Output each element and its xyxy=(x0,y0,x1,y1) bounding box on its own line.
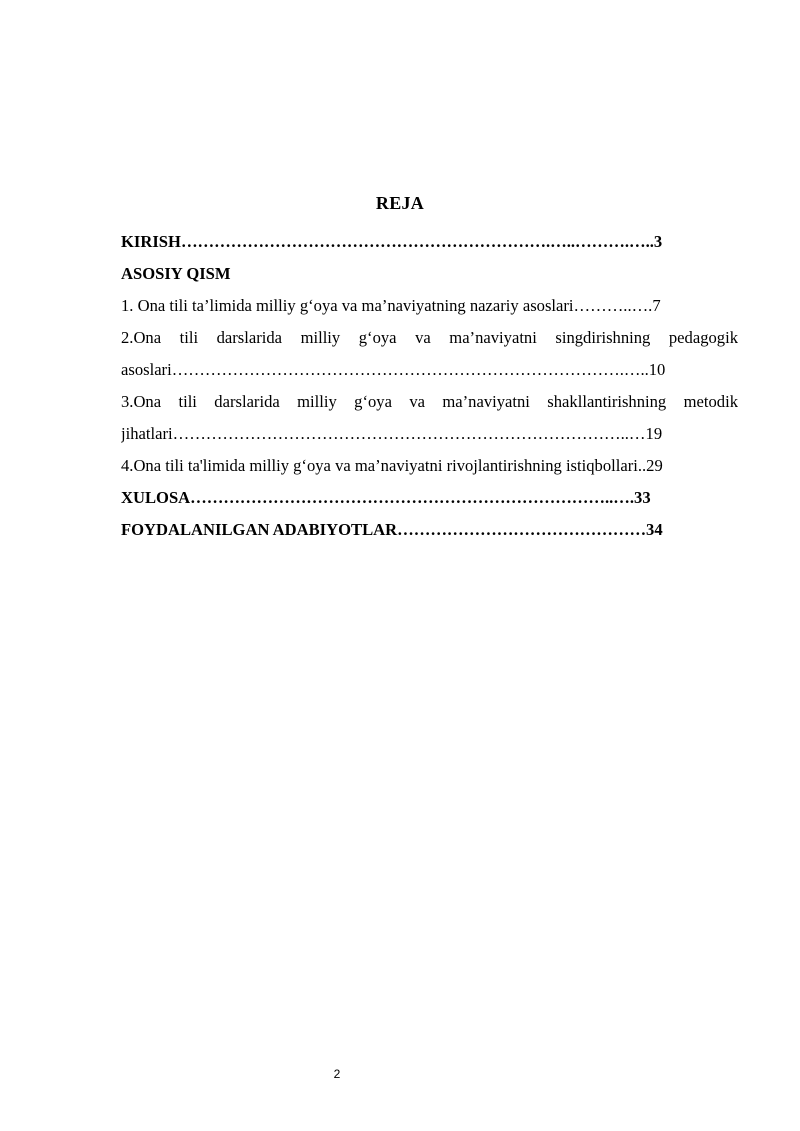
toc-entry-3-line-1: 3.Ona tili darslarida milliy g‘oya va ma’naviyatni shakllantirishning metodik xyxy=(121,392,738,411)
table-of-contents xyxy=(121,226,738,546)
toc-entry-references: FOYDALANILGAN ADABIYOTLAR………………………………………34 xyxy=(121,520,663,539)
toc-entry-2-line-2: asoslari……………………………………………………………………….…..10 xyxy=(121,360,666,379)
toc-entry-conclusion: XULOSA…………………………………………………………………..….33 xyxy=(121,488,651,507)
page-title: REJA xyxy=(375,193,425,213)
toc-entry-1: 1. Ona tili ta’limida milliy g‘oya va ma’naviyatning nazariy asoslari………..….7 xyxy=(121,296,661,315)
toc-entry-4: 4.Ona tili ta'limida milliy g‘oya va ma’naviyatni rivojlantirishning istiqbollari..29 xyxy=(121,456,663,475)
toc-entry-2-line-1: 2.Ona tili darslarida milliy g‘oya va ma’naviyatni singdirishning pedagogik xyxy=(121,328,738,347)
toc-entry-3-line-2: jihatlari………………………………………………………………………..…19 xyxy=(121,424,663,443)
toc-entry-intro: KIRISH………………………………………………………….…..……….…..3 xyxy=(121,232,663,251)
toc-section-main: ASOSIY QISM xyxy=(121,264,231,283)
page-number: 2 xyxy=(333,1067,341,1081)
